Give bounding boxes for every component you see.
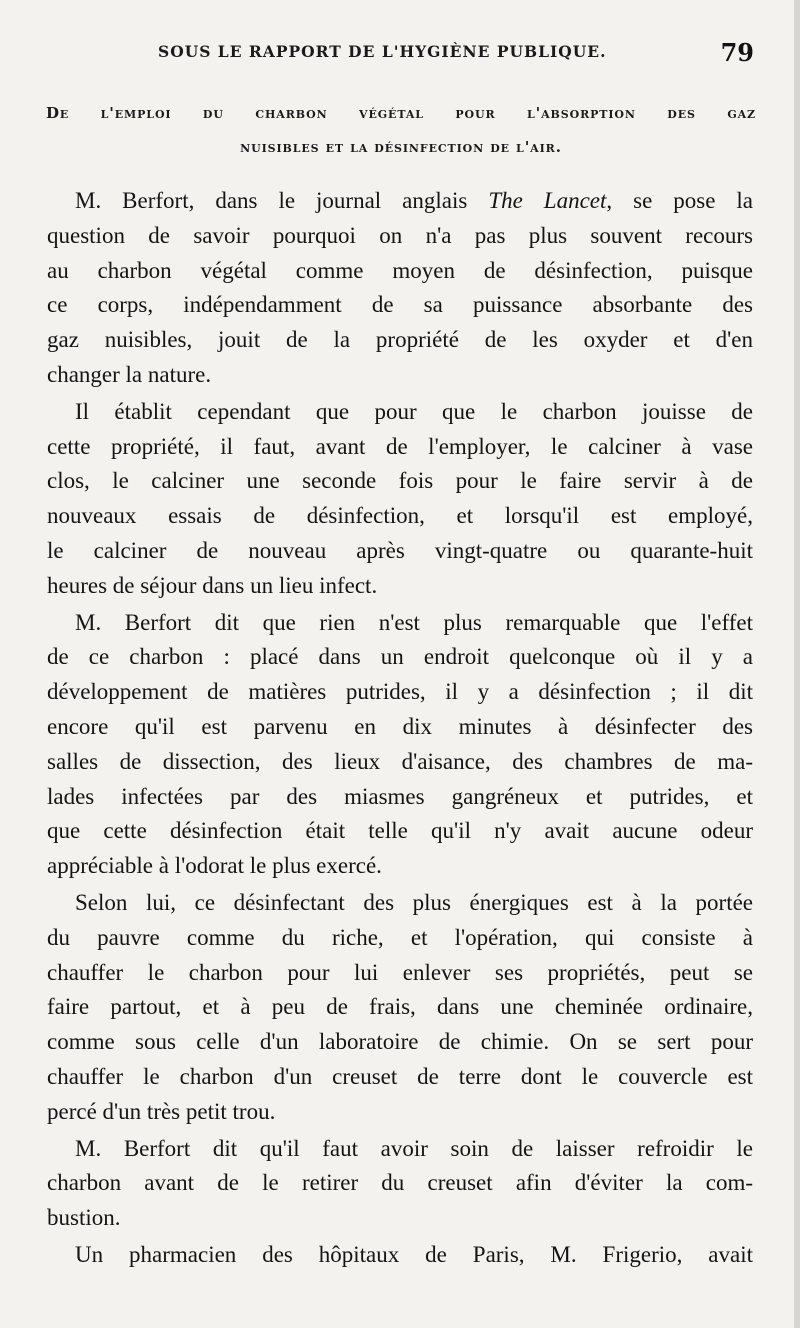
text-line-content: M. Berfort, dans le journal anglais [75,188,489,213]
text-line: percé d'un très petit trou. [47,1098,276,1124]
text-line: du pauvre comme du riche, et l'opération, qui consiste à [47,924,753,950]
text-line: développement de matières putrides, il y a désinfection ; il dit [47,679,753,705]
text-line: salles de dissection, des lieux d'aisance, des chambres de ma- [47,748,753,774]
section-title-line-2 [46,130,756,164]
text-line: de ce charbon : placé dans un endroit quelconque où il y a [47,644,753,670]
section-title [46,96,756,164]
text-line: question de savoir pourquoi on n'a pas plus souvent recours [47,222,753,248]
text-line [47,184,753,219]
text-line: bustion. [47,1205,121,1231]
text-line: lades infectées par des miasmes gangréneux et putrides, et [47,783,753,809]
text-line: encore qu'il est parvenu en dix minutes à désinfecter des [47,713,753,739]
text-line: chauffer le charbon pour lui enlever ses propriétés, peut se [47,959,753,985]
running-header [50,38,754,68]
text-line: M. Berfort dit qu'il faut avoir soin de laisser refroidir le [75,1135,753,1161]
text-line: M. Berfort dit que rien n'est plus remarquable que l'effet [75,609,753,635]
text-line: le calciner de nouveau après vingt-quatre ou quarante-huit [47,537,753,563]
text-line: ce corps, indépendamment de sa puissance absorbante des [47,292,753,318]
text-line: au charbon végétal comme moyen de désinfection, puisque [47,257,753,283]
text-line: cette propriété, il faut, avant de l'employer, le calciner à vase [47,433,753,459]
section-title-line-2-text: nuisibles et la désinfection de l'air. [240,138,562,156]
text-line: gaz nuisibles, jouit de la propriété de les oxyder et d'en [47,327,753,353]
text-line: Il établit cependant que pour que le charbon jouisse de [75,398,753,424]
text-line: changer la nature. [47,361,212,387]
text-line: clos, le calciner une seconde fois pour le faire servir à de [47,468,753,494]
running-title: SOUS LE RAPPORT DE L'HYGIÈNE PUBLIQUE. [158,42,607,61]
text-line: Un pharmacien des hôpitaux de Paris, M. Frigerio, avait [75,1241,753,1267]
text-line: comme sous celle d'un laboratoire de chimie. On se sert pour [47,1029,753,1055]
body-text [47,184,753,1273]
section-title-line-1 [46,96,756,130]
journal-name: The Lancet [488,188,607,213]
text-line-content: , se pose la [606,188,754,213]
page-number: 79 [720,38,754,67]
text-line: appréciable à l'odorat le plus exercé. [47,853,382,879]
text-line: heures de séjour dans un lieu infect. [47,572,378,598]
text-line: faire partout, et à peu de frais, dans une cheminée ordinaire, [47,994,753,1020]
text-line: chauffer le charbon d'un creuset de terre dont le couvercle est [47,1063,753,1089]
text-line: Selon lui, ce désinfectant des plus énergiques est à la portée [75,889,753,915]
section-title-line-1-text: De l'emploi du charbon végétal pour l'absorption des gaz [46,104,756,122]
text-line: charbon avant de le retirer du creuset afin d'éviter la com- [47,1170,753,1196]
text-line: que cette désinfection était telle qu'il n'y avait aucune odeur [47,818,753,844]
text-line: nouveaux essais de désinfection, et lorsqu'il est employé, [47,503,753,529]
page-edge [794,0,800,1328]
